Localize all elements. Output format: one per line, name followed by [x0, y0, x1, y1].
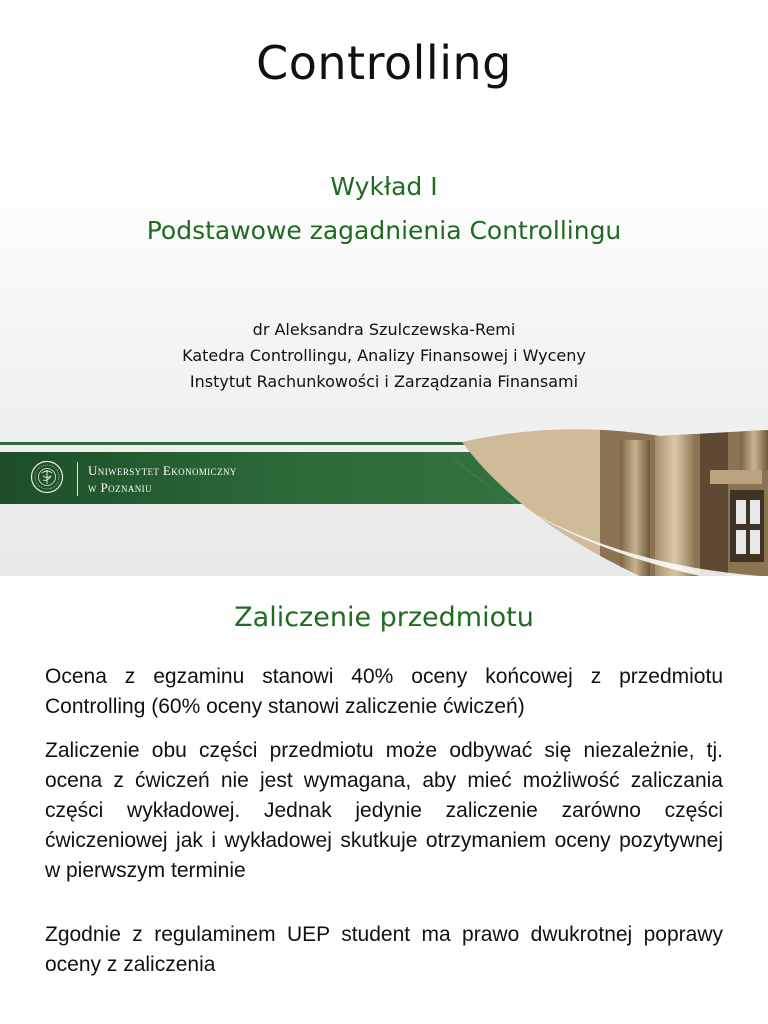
university-name: Uniwersytet Ekonomiczny	[88, 463, 237, 478]
university-city: w Poznaniu	[88, 480, 152, 495]
paragraph-independent-passing: Zaliczenie obu części przedmiotu może odbywać się niezależnie, tj. ocena z ćwiczeń nie jest wymagana, aby mieć możliwość zaliczania części wykładowej. Jednak jedynie zaliczenie zarówno części ćwiczeniowej jak i wykładowej skutkuje otrzymaniem oceny pozytywnej w pierwszym terminie	[45, 739, 723, 882]
section-title: Zaliczenie przedmiotu	[234, 602, 534, 633]
lecture-topic: Podstawowe zagadnienia Controllingu	[146, 216, 622, 245]
author-name: dr Aleksandra Szulczewska-Remi	[252, 320, 516, 339]
lecture-number: Wykład I	[330, 172, 438, 201]
department-name: Katedra Controllingu, Analizy Finansowej i Wyceny	[182, 346, 586, 365]
paragraph-retake-rules: Zgodnie z regulaminem UEP student ma prawo dwukrotnej poprawy oceny z zaliczenia	[45, 923, 723, 976]
institute-name: Instytut Rachunkowości i Zarządzania Finansami	[189, 372, 579, 391]
slide-title: Controlling	[256, 36, 512, 90]
paragraph-exam-weight: Ocena z egzaminu stanowi 40% oceny końcowej z przedmiotu Controlling (60% oceny stanowi zaliczenie ćwiczeń)	[45, 665, 723, 718]
